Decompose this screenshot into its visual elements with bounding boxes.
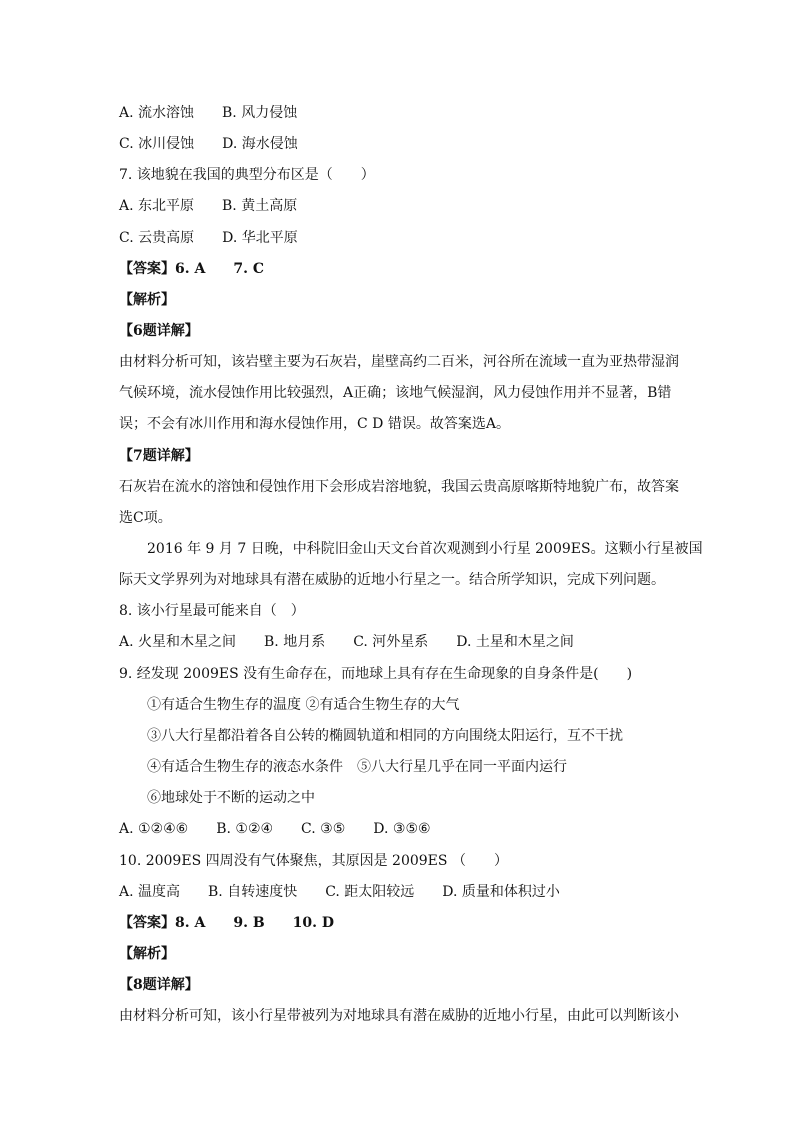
- detail-8-heading: 【8题详解】: [119, 977, 199, 993]
- question-9: 9. 经发现 2009ES 没有生命存在，而地球上具有存在生命现象的自身条件是( ): [119, 666, 633, 682]
- condition-line-4: ⑥地球处于不断的运动之中: [147, 790, 315, 806]
- condition-line-3: ④有适合生物生存的液态水条件 ⑤八大行星几乎在同一平面内运行: [147, 759, 567, 775]
- option-line-7cd: C. 云贵高原 D. 华北平原: [119, 230, 298, 246]
- option-line-6ab: A. 流水溶蚀 B. 风力侵蚀: [119, 105, 298, 121]
- material-line-1: 2016 年 9 月 7 日晚，中科院旧金山天文台首次观测到小行星 2009ES。这颗小行星被国: [119, 541, 703, 557]
- option-line-6cd: C. 冰川侵蚀 D. 海水侵蚀: [119, 136, 298, 152]
- answer-8-10: 【答案】8. A 9. B 10. D: [119, 915, 335, 931]
- explanation-7-line-1: 石灰岩在流水的溶蚀和侵蚀作用下会形成岩溶地貌，我国云贵高原喀斯特地貌广布，故答案: [119, 479, 679, 495]
- material-line-2: 际天文学界列为对地球具有潜在威胁的近地小行星之一。结合所学知识，完成下列问题。: [119, 572, 665, 588]
- analysis-heading: 【解析】: [119, 292, 175, 308]
- options-9: A. ①②④⑥ B. ①②④ C. ③⑤ D. ③⑤⑥: [119, 821, 431, 837]
- explanation-6-line-2: 气候环境，流水侵蚀作用比较强烈，A正确；该地气候湿润，风力侵蚀作用并不显著，B错: [119, 385, 672, 401]
- condition-line-2: ③八大行星都沿着各自公转的椭圆轨道和相同的方向围绕太阳运行，互不干扰: [147, 728, 623, 744]
- question-8: 8. 该小行星最可能来自（ ）: [119, 603, 305, 619]
- explanation-6-line-3: 误；不会有冰川作用和海水侵蚀作用，C D 错误。故答案选A。: [119, 416, 510, 432]
- explanation-7-line-2: 选C项。: [119, 510, 172, 526]
- answer-6-7: 【答案】6. A 7. C: [119, 261, 264, 277]
- question-7: 7. 该地貌在我国的典型分布区是（ ）: [119, 167, 375, 183]
- detail-6-heading: 【6题详解】: [119, 323, 199, 339]
- detail-7-heading: 【7题详解】: [119, 448, 199, 464]
- explanation-6-line-1: 由材料分析可知，该岩壁主要为石灰岩，崖壁高约二百米，河谷所在流域一直为亚热带湿润: [119, 354, 679, 370]
- option-line-7ab: A. 东北平原 B. 黄土高原: [119, 198, 298, 214]
- explanation-8-line-1: 由材料分析可知，该小行星带被列为对地球具有潜在威胁的近地小行星，由此可以判断该小: [119, 1008, 679, 1024]
- condition-line-1: ①有适合生物生存的温度 ②有适合生物生存的大气: [147, 697, 460, 713]
- analysis-heading-2: 【解析】: [119, 946, 175, 962]
- options-10: A. 温度高 B. 自转速度快 C. 距太阳较远 D. 质量和体积过小: [119, 884, 560, 900]
- options-8: A. 火星和木星之间 B. 地月系 C. 河外星系 D. 土星和木星之间: [119, 634, 574, 650]
- question-10: 10. 2009ES 四周没有气体聚焦，其原因是 2009ES （ ）: [119, 853, 508, 869]
